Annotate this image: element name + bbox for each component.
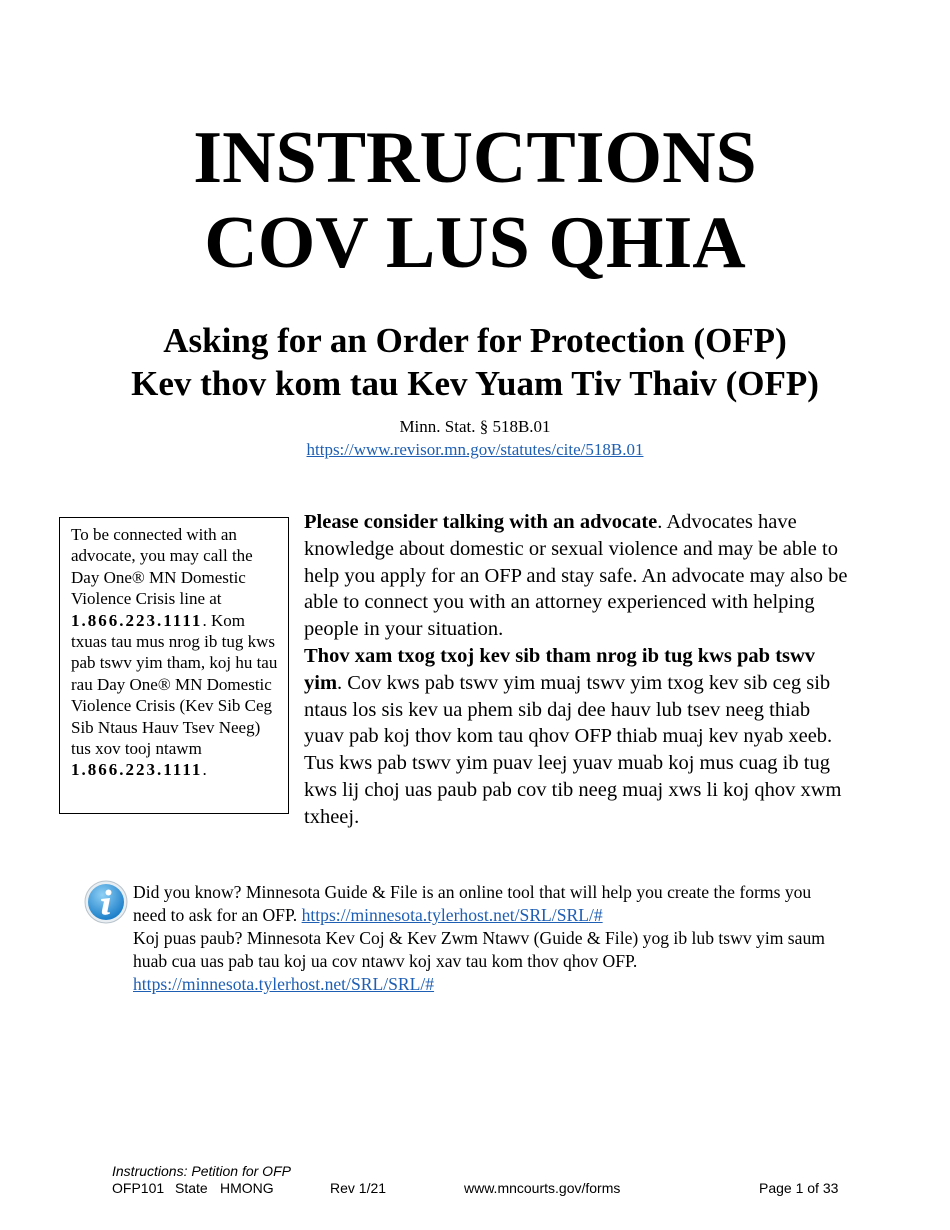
statute-link[interactable]: https://www.revisor.mn.gov/statutes/cite/518B.01 — [306, 440, 644, 459]
info-icon — [84, 880, 128, 924]
guide-file-link-english[interactable]: https://minnesota.tylerhost.net/SRL/SRL/# — [301, 905, 603, 925]
guide-file-link-hmong[interactable]: https://minnesota.tylerhost.net/SRL/SRL/# — [133, 974, 435, 994]
subtitle-hmong: Kev thov kom tau Kev Yuam Tiv Thaiv (OFP) — [131, 364, 819, 403]
info-text-hmong: Koj puas paub? Minnesota Kev Coj & Kev Zwm Ntawv (Guide & File) yog ib lub tswv yim saum huab cua uas pab tau koj ua cov ntawv koj xav tau kom thov qhov OFP. — [133, 928, 825, 971]
advocate-paragraph-hmong — [304, 643, 849, 831]
statute-link-row — [0, 439, 950, 461]
advocate-heading-hmong: Thov xam txog txoj kev sib tham nrog ib tug kws pab tswv yim — [304, 644, 816, 694]
info-paragraph-hmong — [133, 927, 833, 996]
guide-and-file-info — [133, 881, 833, 996]
hotline-phone-hmong: 1.866.223.1111 — [71, 760, 203, 780]
hotline-text-english: To be connected with an advocate, you may call the Day One® MN Domestic Violence Crisis line at — [71, 525, 253, 609]
footer-document-title: Instructions: Petition for OFP — [112, 1163, 291, 1179]
advocate-text-hmong: . Cov kws pab tswv yim muaj tswv yim txog kev sib ceg sib ntaus los sis kev ua phem sib daj dee hauv lub tsev neeg thiab yuav pab koj thov kom tau qhov OFP thiab muaj kev nyab xeeb. Tus kws pab tswv yim puav leej yuav muab koj mus cuag ib tug kws lij choj uas paub pab cov tib neeg muaj xws li koj qhov xwm txheej. — [304, 671, 842, 828]
footer-page-number: Page 1 of 33 — [759, 1180, 839, 1196]
subtitle-english: Asking for an Order for Protection (OFP) — [163, 321, 787, 360]
hotline-period-hmong: . — [202, 760, 207, 780]
footer-language: HMONG — [220, 1180, 274, 1196]
hotline-phone-english: 1.866.223.1111 — [71, 610, 203, 630]
hotline-period-english: . — [202, 610, 207, 630]
footer-website: www.mncourts.gov/forms — [464, 1180, 621, 1196]
advocate-text-english: . Advocates have knowledge about domestic or sexual violence and may be able to help you apply for an OFP and stay safe. An advocate may also be able to connect you with an attorney experienced with helping people in your situation. — [304, 511, 848, 641]
main-title-hmong: COV LUS QHIA — [204, 202, 746, 284]
footer-state: State — [175, 1180, 208, 1196]
advocate-paragraph-english — [304, 509, 849, 643]
footer-revision: Rev 1/21 — [330, 1180, 387, 1196]
advocate-heading-english: Please consider talking with an advocate — [304, 511, 658, 533]
hotline-text-hmong: Kom txuas tau mus nrog ib tug kws pab tswv yim tham, koj hu tau rau Day One® MN Domestic Violence Crisis (Kev Sib Ceg Sib Ntaus Hauv Tsev Neeg) tus xov tooj ntawm — [71, 610, 278, 759]
advocate-hotline-box — [59, 517, 289, 814]
advocate-section — [304, 509, 849, 831]
statute-citation: Minn. Stat. § 518B.01 — [399, 417, 551, 436]
info-paragraph-english — [133, 881, 833, 927]
info-text-english: Did you know? Minnesota Guide & File is an online tool that will help you create the forms you need to ask for an OFP. — [133, 882, 812, 925]
main-title-english: INSTRUCTIONS — [193, 117, 757, 199]
footer-form-id: OFP101 — [112, 1180, 165, 1196]
